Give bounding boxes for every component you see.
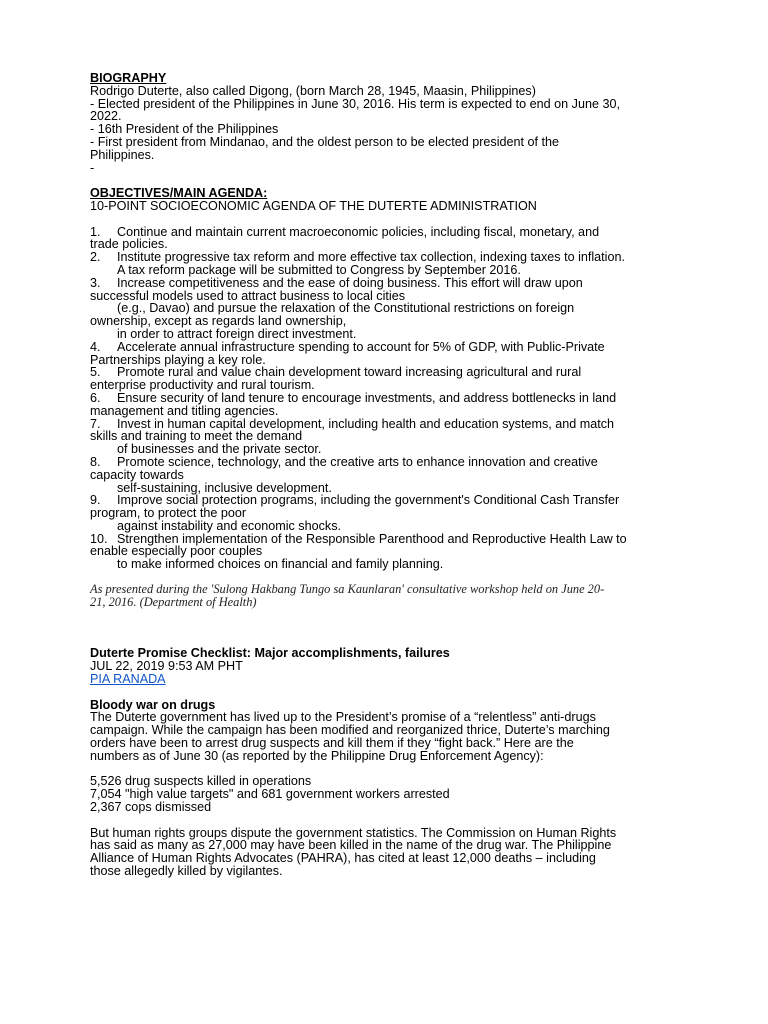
article-paragraph: [90, 827, 686, 878]
agenda-item: [90, 392, 686, 418]
agenda-item-text: A tax reform package will be submitted to Congress by September 2016.: [117, 262, 521, 277]
biography-line: 2022.: [90, 109, 122, 124]
paragraph-line: orders have been to arrest drug suspects and kill them if they “fight back.” Here are the: [90, 736, 574, 751]
biography-line: Philippines.: [90, 147, 155, 162]
agenda-item: [90, 456, 686, 494]
biography-line: - First president from Mindanao, and the oldest person to be elected president of the: [90, 134, 560, 149]
stat-line: 5,526 drug suspects killed in operations: [90, 774, 312, 789]
agenda-item-text: in order to attract foreign direct investment.: [117, 326, 357, 341]
agenda-item-text: Improve social protection programs, including the government's Conditional Cash Transfer: [117, 493, 620, 508]
agenda-item: [90, 277, 686, 341]
agenda-item-text: self-sustaining, inclusive development.: [117, 480, 332, 495]
agenda-item: [90, 418, 686, 456]
agenda-item-text: ownership, except as regards land ownership,: [90, 314, 347, 329]
biography-line: - Elected president of the Philippines in June 30, 2016. His term is expected to end on June 30,: [90, 96, 620, 111]
agenda-item-number: 1.: [90, 224, 101, 239]
citation-line: 21, 2016. (Department of Health): [90, 595, 257, 610]
agenda-list: [90, 226, 686, 572]
biography-line: Rodrigo Duterte, also called Digong, (born March 28, 1945, Maasin, Philippines): [90, 83, 536, 98]
agenda-item-text: successful models used to attract business to local cities: [90, 288, 405, 303]
stat-line: 7,054 "high value targets" and 681 government workers arrested: [90, 787, 450, 802]
agenda-item-text: to make informed choices on financial and family planning.: [117, 557, 444, 572]
agenda-item-text: skills and training to meet the demand: [90, 429, 303, 444]
agenda-subheading: 10-POINT SOCIOECONOMIC AGENDA OF THE DUTERTE ADMINISTRATION: [90, 198, 537, 213]
article-author-link[interactable]: PIA RANADA: [90, 672, 166, 687]
agenda-item-number: 3.: [90, 275, 101, 290]
article-title: Duterte Promise Checklist: Major accomplishments, failures: [90, 646, 450, 661]
agenda-item: [90, 366, 686, 392]
agenda-item-text: Ensure security of land tenure to encourage investments, and address bottlenecks in land: [117, 390, 617, 405]
agenda-item-number: 2.: [90, 250, 101, 265]
agenda-item: [90, 226, 686, 252]
agenda-item-text: Promote science, technology, and the creative arts to enhance innovation and creative: [117, 454, 598, 469]
article-date: JUL 22, 2019 9:53 AM PHT: [90, 659, 243, 674]
stat-line: 2,367 cops dismissed: [90, 800, 212, 815]
agenda-item: [90, 341, 686, 367]
agenda-item-number: 7.: [90, 416, 101, 431]
agenda-item-text: trade policies.: [90, 237, 168, 252]
paragraph-line: campaign. While the campaign has been modified and reorganized thrice, Duterte’s marching: [90, 723, 610, 738]
citation-line: As presented during the 'Sulong Hakbang Tungo sa Kaunlaran' consultative workshop held on June 20-: [90, 582, 605, 597]
agenda-item-text: Strengthen implementation of the Responsible Parenthood and Reproductive Health Law to: [117, 531, 627, 546]
agenda-item-number: 10.: [90, 531, 108, 546]
agenda-item: [90, 533, 686, 571]
agenda-item-number: 8.: [90, 454, 101, 469]
agenda-heading: OBJECTIVES/MAIN AGENDA:: [90, 186, 268, 201]
agenda-item-text: Promote rural and value chain development toward increasing agricultural and rural: [117, 365, 582, 380]
agenda-citation: [90, 583, 686, 609]
agenda-item-text: Invest in human capital development, including health and education systems, and match: [117, 416, 615, 431]
agenda-item-text: Institute progressive tax reform and more effective tax collection, indexing taxes to inflation.: [117, 250, 625, 265]
agenda-item-text: management and titling agencies.: [90, 403, 279, 418]
biography-heading: BIOGRAPHY: [90, 71, 167, 85]
agenda-item-text: (e.g., Davao) and pursue the relaxation of the Constitutional restrictions on foreign: [117, 301, 575, 316]
document-body: [90, 72, 686, 878]
agenda-item-number: 4.: [90, 339, 101, 354]
agenda-item-text: Partnerships playing a key role.: [90, 352, 266, 367]
paragraph-line: But human rights groups dispute the government statistics. The Commission on Human Rights: [90, 825, 617, 840]
agenda-item: [90, 251, 686, 277]
agenda-item-text: enterprise productivity and rural tourism.: [90, 378, 315, 393]
agenda-item-text: against instability and economic shocks.: [117, 518, 342, 533]
agenda-item-text: Continue and maintain current macroeconomic policies, including fiscal, monetary, and: [117, 224, 600, 239]
agenda-item-text: capacity towards: [90, 467, 184, 482]
agenda-item-number: 5.: [90, 365, 101, 380]
agenda-item-text: program, to protect the poor: [90, 506, 247, 521]
drug-war-stats: [90, 775, 686, 813]
biography-line: - 16th President of the Philippines: [90, 122, 279, 137]
agenda-item: [90, 494, 686, 532]
agenda-item-text: of businesses and the private sector.: [117, 442, 322, 457]
agenda-item-text: Increase competitiveness and the ease of doing business. This effort will draw upon: [117, 275, 583, 290]
paragraph-line: numbers as of June 30 (as reported by the Philippine Drug Enforcement Agency):: [90, 748, 544, 763]
paragraph-line: Alliance of Human Rights Advocates (PAHRA), has cited at least 12,000 deaths – including: [90, 851, 596, 866]
biography-lines: [90, 85, 686, 175]
biography-line: -: [90, 160, 95, 175]
agenda-item-text: Accelerate annual infrastructure spending to account for 5% of GDP, with Public-Private: [117, 339, 605, 354]
paragraph-line: The Duterte government has lived up to the President’s promise of a “relentless” anti-drugs: [90, 710, 596, 725]
agenda-item-number: 6.: [90, 390, 101, 405]
agenda-item-text: enable especially poor couples: [90, 544, 263, 559]
section-heading: Bloody war on drugs: [90, 697, 216, 712]
paragraph-line: has said as many as 27,000 may have been killed in the name of the drug war. The Philippine: [90, 838, 612, 853]
agenda-item-number: 9.: [90, 493, 101, 508]
article-paragraph: [90, 711, 686, 762]
paragraph-line: those allegedly killed by vigilantes.: [90, 864, 283, 879]
